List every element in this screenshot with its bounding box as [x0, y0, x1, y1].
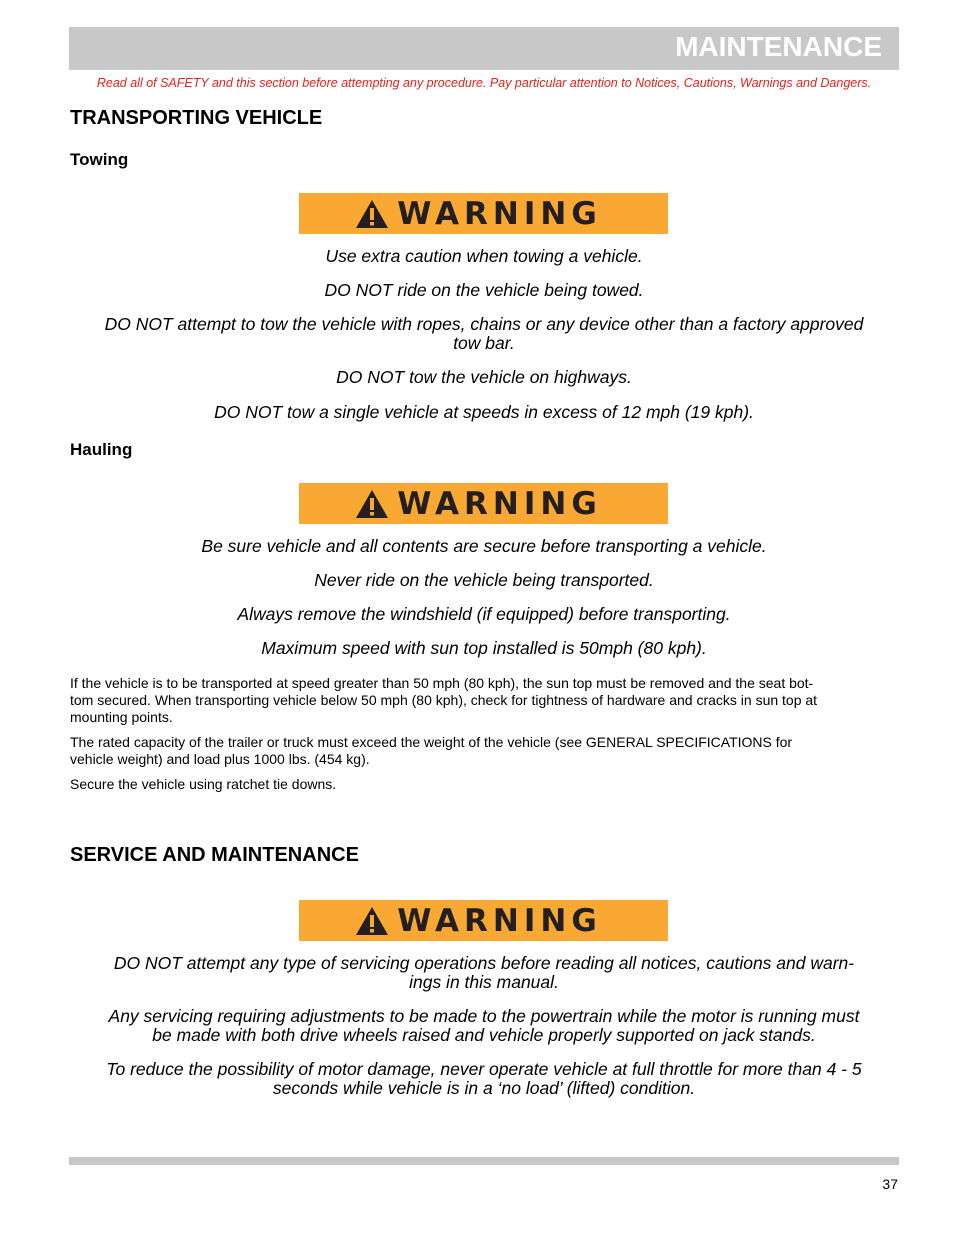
- warning-line: Never ride on the vehicle being transported.: [314, 570, 654, 590]
- warning-line: DO NOT attempt any type of servicing operations before reading all notices, cautions and warn-: [113, 953, 855, 973]
- body-paragraph: [70, 734, 900, 768]
- warning-triangle-icon: [355, 489, 389, 519]
- warning-line: seconds while vehicle is in a ‘no load’ (lifted) condition.: [272, 1078, 696, 1098]
- subheading-hauling: Hauling: [70, 440, 133, 459]
- safety-note: Read all of SAFETY and this section before attempting any procedure. Pay particular attention to Notices, Cautions, Warnings and Dangers.: [96, 76, 872, 90]
- warning-line: be made with both drive wheels raised and vehicle properly supported on jack stands.: [152, 1025, 816, 1045]
- warning-line: DO NOT ride on the vehicle being towed.: [324, 280, 644, 300]
- page-title: MAINTENANCE: [675, 31, 882, 62]
- warning-line: To reduce the possibility of motor damage, never operate vehicle at full throttle for more than 4 - 5: [106, 1059, 862, 1079]
- warning-line: tow bar.: [453, 333, 515, 353]
- warning-line: Always remove the windshield (if equipped) before transporting.: [237, 604, 731, 624]
- text-line: vehicle weight) and load plus 1000 lbs. (454 kg).: [70, 751, 370, 767]
- warning-triangle-icon: [355, 199, 389, 229]
- warning-line: Use extra caution when towing a vehicle.: [325, 246, 643, 266]
- warning-line: Be sure vehicle and all contents are secure before transporting a vehicle.: [201, 536, 767, 556]
- text-line: Secure the vehicle using ratchet tie downs.: [70, 776, 337, 792]
- section-heading-service: SERVICE AND MAINTENANCE: [70, 844, 359, 866]
- subheading-towing: Towing: [70, 150, 129, 169]
- warning-banner-hauling: [299, 483, 668, 524]
- warning-line: DO NOT attempt to tow the vehicle with ropes, chains or any device other than a factory approved: [104, 314, 864, 334]
- page-number: 37: [882, 1176, 898, 1192]
- warning-label: WARNING: [397, 485, 602, 522]
- text-line: The rated capacity of the trailer or truck must exceed the weight of the vehicle (see GENERAL SPECIFICATIONS for: [70, 734, 793, 750]
- warning-line: Any servicing requiring adjustments to be made to the powertrain while the motor is running must: [108, 1006, 860, 1026]
- warning-banner-towing: [299, 193, 668, 234]
- warning-line: Maximum speed with sun top installed is 50mph (80 kph).: [261, 638, 707, 658]
- text-line: If the vehicle is to be transported at speed greater than 50 mph (80 kph), the sun top must be removed and the seat bot-: [70, 675, 814, 691]
- section-heading-transporting: TRANSPORTING VEHICLE: [70, 107, 323, 129]
- warning-banner-service: [299, 900, 668, 941]
- header-bar: [69, 27, 899, 70]
- warning-line: ings in this manual.: [409, 972, 559, 992]
- text-line: tom secured. When transporting vehicle below 50 mph (80 kph), check for tightness of hardware and cracks in sun top at: [70, 692, 818, 708]
- warning-label: WARNING: [397, 195, 602, 232]
- warning-label: WARNING: [397, 902, 602, 939]
- warning-line: DO NOT tow the vehicle on highways.: [336, 367, 632, 387]
- body-paragraph: [70, 776, 900, 793]
- footer-bar: [69, 1157, 899, 1165]
- body-paragraph: [70, 675, 900, 726]
- warning-line: DO NOT tow a single vehicle at speeds in excess of 12 mph (19 kph).: [214, 402, 754, 422]
- warning-triangle-icon: [355, 906, 389, 936]
- text-line: mounting points.: [70, 709, 173, 725]
